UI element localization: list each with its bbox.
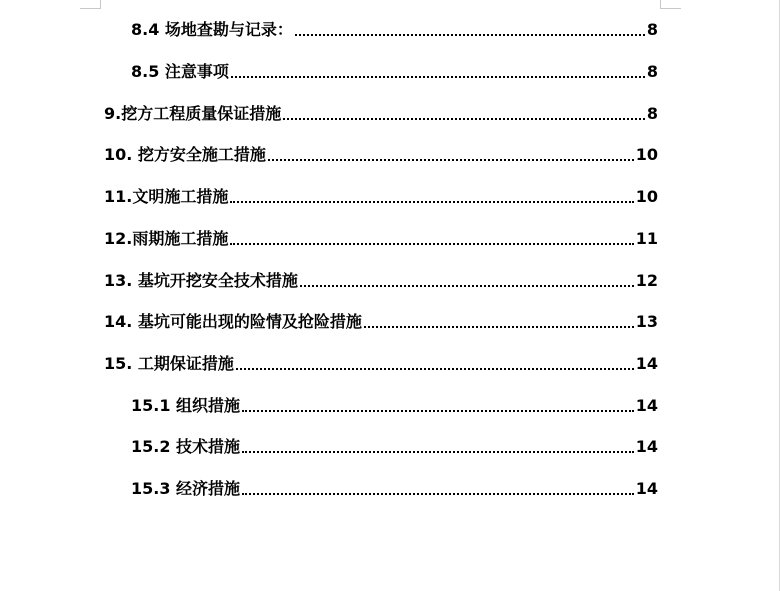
page-corner-mark-right (660, 0, 681, 9)
toc-entry-page: 8 (646, 104, 658, 123)
dot-leader (231, 76, 645, 78)
toc-entry-label: 12.雨期施工措施 (104, 229, 229, 248)
toc-entry-label: 8.5 注意事项 (131, 62, 229, 81)
toc-entry-8-5[interactable] (131, 60, 658, 84)
dot-leader (283, 118, 645, 120)
toc-entry-8-4[interactable] (131, 18, 658, 42)
toc-entry-12[interactable] (104, 227, 658, 251)
toc-entry-15-3[interactable] (131, 477, 658, 501)
dot-leader (242, 493, 634, 495)
dot-leader (268, 159, 634, 161)
toc-entry-label: 14. 基坑可能出现的险情及抢险措施 (104, 312, 362, 331)
toc-entry-label: 15. 工期保证措施 (104, 354, 234, 373)
toc-entry-15-1[interactable] (131, 394, 658, 418)
dot-leader (242, 410, 634, 412)
toc-entry-10[interactable] (104, 143, 658, 167)
toc-entry-page: 14 (635, 437, 658, 456)
toc-entry-label: 15.2 技术措施 (131, 437, 241, 456)
toc-entry-label: 8.4 场地查勘与记录： (131, 20, 293, 39)
toc-entry-page: 11 (635, 229, 658, 248)
toc-entry-15[interactable] (104, 352, 658, 376)
dot-leader (300, 285, 634, 287)
dot-leader (230, 201, 633, 203)
toc-entry-page: 10 (635, 187, 658, 206)
toc-entry-page: 14 (635, 354, 658, 373)
toc-entry-page: 8 (646, 20, 658, 39)
toc-entry-page: 10 (635, 145, 658, 164)
toc-entry-label: 10. 挖方安全施工措施 (104, 145, 266, 164)
toc-entry-label: 15.1 组织措施 (131, 396, 241, 415)
dot-leader (364, 326, 634, 328)
toc-entry-label: 15.3 经济措施 (131, 479, 241, 498)
toc-entry-page: 13 (635, 312, 658, 331)
toc-entry-11[interactable] (104, 185, 658, 209)
toc-entry-page: 14 (635, 396, 658, 415)
toc-entry-14[interactable] (104, 310, 658, 334)
toc-entry-15-2[interactable] (131, 435, 658, 459)
toc-entry-9[interactable] (104, 102, 658, 126)
toc-entry-13[interactable] (104, 269, 658, 293)
toc-entry-page: 8 (646, 62, 658, 81)
dot-leader (230, 243, 633, 245)
dot-leader (295, 34, 645, 36)
toc-entry-label: 13. 基坑开挖安全技术措施 (104, 271, 298, 290)
dot-leader (236, 368, 634, 370)
toc-entry-page: 14 (635, 479, 658, 498)
toc-entry-label: 9.挖方工程质量保证措施 (104, 104, 282, 123)
page-corner-mark-left (80, 0, 101, 9)
toc-entry-page: 12 (635, 271, 658, 290)
dot-leader (242, 451, 634, 453)
toc-entry-label: 11.文明施工措施 (104, 187, 229, 206)
